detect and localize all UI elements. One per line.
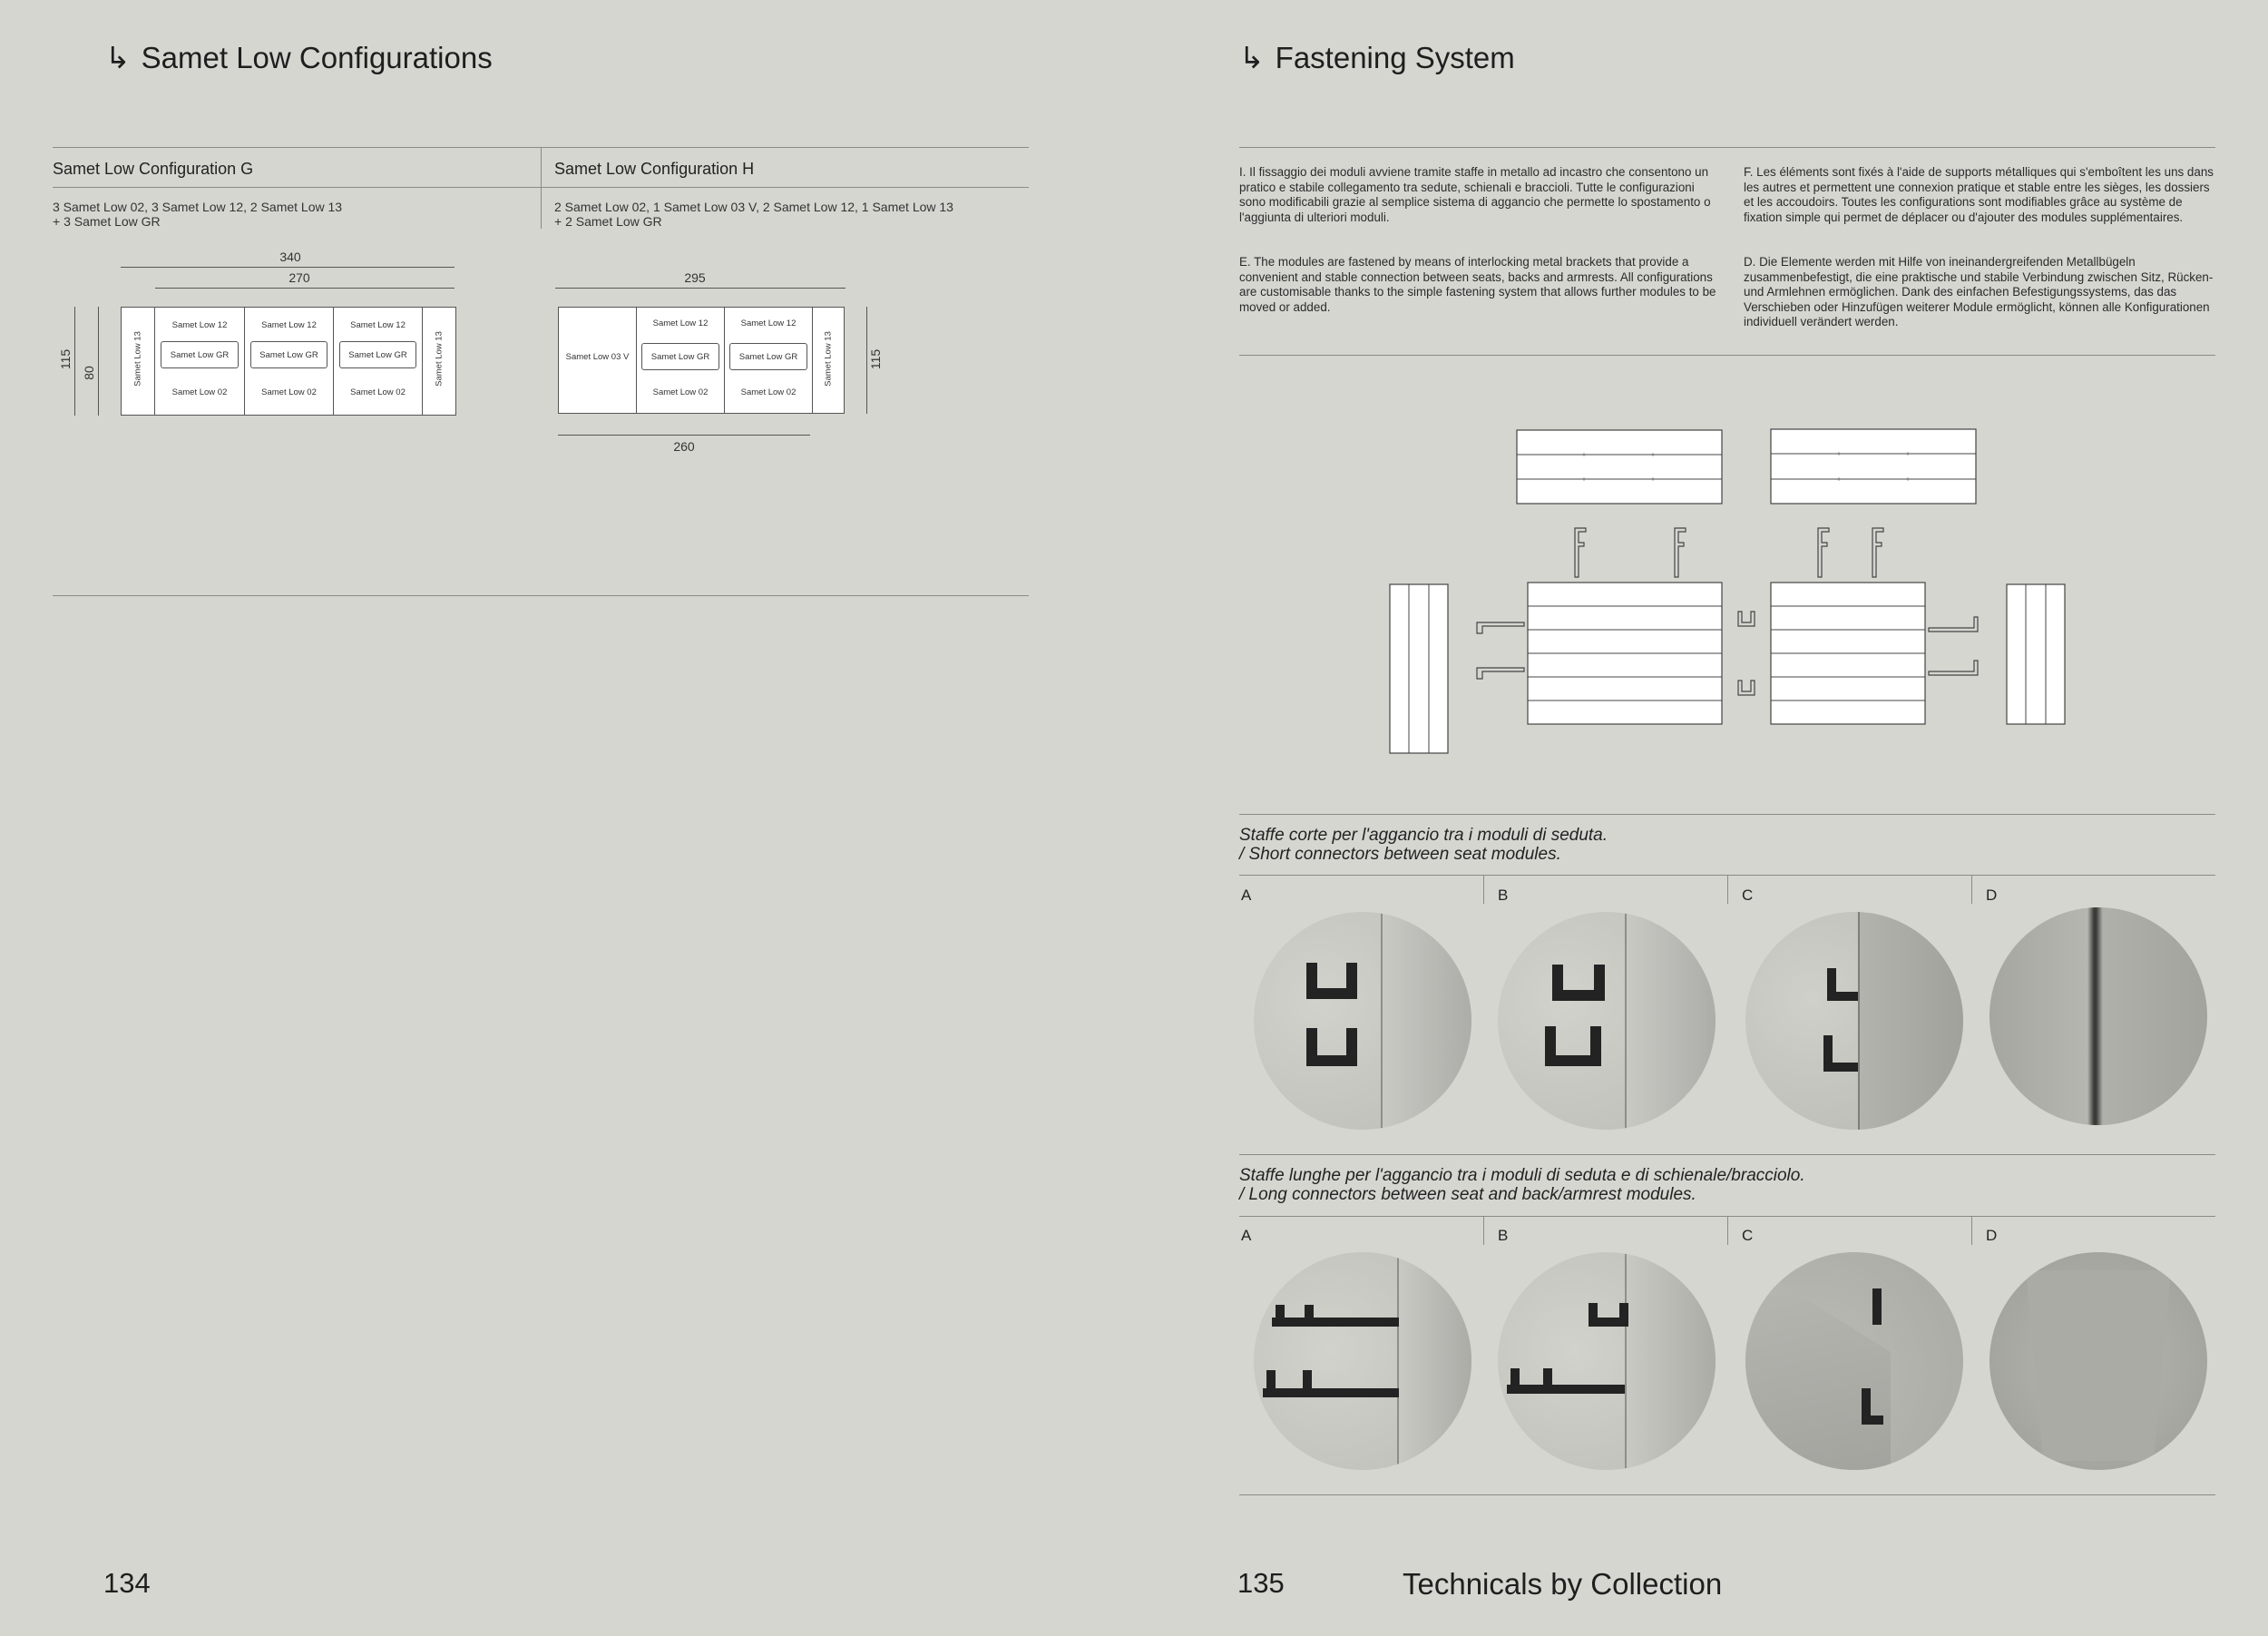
module-label: Samet Low 02: [740, 387, 797, 397]
return-arrow-icon: ↳: [1239, 41, 1265, 74]
back-module-drawing: [1771, 429, 1976, 504]
bracket-photo-shape: [1303, 1370, 1312, 1397]
column-divider: [1483, 875, 1484, 904]
long-bracket-drawing: [1675, 528, 1686, 577]
module-label: Samet Low 12: [261, 320, 317, 330]
module-label: Samet Low 02: [652, 387, 709, 397]
paragraph-english: E. The modules are fastened by means of interlocking metal brackets that provide a convenient and stable connection between seats, backs and armrests. All configurations are customisable thanks to the simple fastening system that allows further modules to be moved or added.: [1239, 255, 1716, 314]
long-bracket-drawing: [1929, 617, 1978, 632]
dimension-label: 270: [288, 270, 310, 285]
return-arrow-icon: ↳: [105, 41, 131, 74]
photo-label-d: D: [1986, 887, 1998, 904]
config-h-description: 2 Samet Low 02, 1 Samet Low 03 V, 2 Samet Low 12, 1 Samet Low 13 + 2 Samet Low GR: [554, 200, 953, 229]
module-label: Samet Low 12: [652, 318, 709, 328]
divider: [1239, 814, 2215, 815]
dimension-line: [155, 288, 455, 289]
photo-long-c: [1745, 1252, 1963, 1470]
photo-short-d: [1989, 907, 2207, 1125]
long-bracket-drawing: [1818, 528, 1829, 577]
long-bracket-drawing: [1477, 668, 1524, 679]
cushion-edge: [1745, 1261, 1891, 1470]
bracket-photo-shape: [1827, 968, 1858, 1001]
config-g-title: Samet Low Configuration G: [53, 160, 254, 178]
column-divider: [1971, 1216, 1972, 1245]
photo-short-a: [1254, 912, 1471, 1130]
cushion-edge: [1625, 912, 1716, 1130]
dimension-label: 260: [673, 439, 695, 454]
bracket-photo-shape: [1507, 1385, 1625, 1394]
armrest-drawing: [1390, 584, 1448, 753]
divider: [1239, 147, 2215, 148]
bracket-photo-shape: [1305, 1305, 1314, 1327]
dimension-label: 115: [868, 348, 883, 370]
divider: [53, 187, 1029, 188]
long-bracket-drawing: [1477, 622, 1524, 633]
short-connectors-caption: Staffe corte per l'aggancio tra i moduli di seduta. / Short connectors between seat modules.: [1239, 826, 1608, 864]
module-label: Samet Low 12: [171, 320, 228, 330]
module-label: Samet Low GR: [348, 350, 407, 360]
section-footer-title: Technicals by Collection: [1403, 1567, 1723, 1601]
bracket-photo-shape: [1589, 1303, 1598, 1327]
bracket-photo-shape: [1276, 1305, 1285, 1327]
left-page-header: [105, 40, 493, 75]
bracket-photo-shape: [1552, 965, 1605, 1001]
page-number-left: 134: [103, 1567, 151, 1599]
right-page-header: [1239, 40, 1515, 75]
bracket-photo-shape: [1872, 1288, 1882, 1325]
module-label: Samet Low GR: [170, 350, 230, 360]
divider: [53, 595, 1029, 596]
photo-short-c: [1745, 912, 1963, 1130]
dimension-label: 115: [58, 348, 73, 370]
cushion-edge: [1858, 912, 1963, 1130]
module-label: Samet Low 13: [132, 331, 143, 387]
module-label: Samet Low 12: [740, 318, 797, 328]
divider: [1239, 1154, 2215, 1155]
dimension-label: 80: [82, 366, 96, 380]
bracket-photo-shape: [1543, 1368, 1552, 1394]
back-module-drawing: [1517, 430, 1722, 504]
module-label: Samet Low 03 V: [565, 352, 630, 362]
bracket-photo-shape: [1272, 1318, 1399, 1327]
bracket-photo-shape: [1862, 1416, 1883, 1425]
fastening-exploded-diagram: [1361, 408, 2087, 771]
paragraph-italian: I. Il fissaggio dei moduli avviene tramite staffe in metallo ad incastro che consentono un pratico e stabile collegamento tra sedute, schienali e braccioli. Tutte le configurazioni sono modificabili grazie al semplice sistema di aggancio che permette lo spostamento o l'aggiunta di ulteriori moduli.: [1239, 165, 1711, 224]
page-number-right: 135: [1237, 1567, 1285, 1599]
photo-label-c: C: [1742, 887, 1754, 904]
dimension-line: [121, 267, 455, 268]
dimension-line: [555, 288, 846, 289]
photo-long-a: [1254, 1252, 1471, 1470]
photo-label-a: A: [1241, 1227, 1252, 1244]
paragraph-french: F. Les éléments sont fixés à l'aide de supports métalliques qui s'emboîtent les uns dans les autres et permettent une connexion pratique et stable entre les sièges, les dossiers et les accoudoirs. Toutes les configurations sont modifiables grâce au système de fixation simple qui permet de déplacer ou d'ajouter des modules supplémentaires.: [1744, 165, 2214, 224]
photo-label-a: A: [1241, 887, 1252, 904]
cushion-edge: [1397, 1252, 1471, 1470]
column-divider: [541, 147, 542, 229]
armrest-drawing: [2007, 584, 2065, 724]
bracket-photo-shape: [1823, 1035, 1858, 1072]
dimension-line: [866, 307, 867, 414]
long-connectors-caption: Staffe lunghe per l'aggancio tra i moduli di seduta e di schienale/bracciolo. / Long connectors between seat and back/armrest modules.: [1239, 1166, 1805, 1204]
long-bracket-drawing: [1575, 528, 1586, 577]
cushion-edge: [2026, 1270, 2171, 1461]
column-divider: [1727, 875, 1728, 904]
module-label: Samet Low GR: [738, 352, 798, 362]
left-header-text: Samet Low Configurations: [141, 41, 493, 74]
photo-label-d: D: [1986, 1227, 1998, 1244]
column-divider: [1483, 1216, 1484, 1245]
bracket-photo-shape: [1263, 1388, 1399, 1397]
long-bracket-drawing: [1929, 661, 1978, 675]
divider: [1239, 1494, 2215, 1495]
photo-label-b: B: [1498, 1227, 1509, 1244]
bracket-photo-shape: [1510, 1368, 1520, 1394]
module-label: Samet Low 13: [434, 331, 445, 387]
module-label: Samet Low GR: [259, 350, 318, 360]
dimension-line: [74, 307, 75, 416]
config-g-description: 3 Samet Low 02, 3 Samet Low 12, 2 Samet Low 13 + 3 Samet Low GR: [53, 200, 343, 229]
dimension-line: [558, 435, 810, 436]
dimension-label: 340: [279, 250, 301, 264]
dimension-line: [98, 307, 99, 416]
paragraph-german: D. Die Elemente werden mit Hilfe von ineinandergreifenden Metallbügeln zusammenbefestigt, die eine praktische und stabile Verbindung zwischen Sitz, Rücken- und Armlehnen ermöglichen. Dank des einfachen Befestigungssystems, das das Verschieben oder Hinzufügen weiterer Module ermöglicht, können alle Konfigurationen individuell verändert werden.: [1744, 255, 2214, 329]
short-bracket-drawing: [1738, 612, 1755, 626]
photo-long-d: [1989, 1252, 2207, 1470]
photo-label-b: B: [1498, 887, 1509, 904]
module-label: Samet Low GR: [650, 352, 710, 362]
dimension-label: 295: [684, 270, 706, 285]
bracket-photo-shape: [1266, 1370, 1276, 1397]
bracket-photo-shape: [1306, 1028, 1357, 1066]
config-h-title: Samet Low Configuration H: [554, 160, 755, 178]
photo-label-c: C: [1742, 1227, 1754, 1244]
module-label: Samet Low 12: [350, 320, 406, 330]
column-divider: [1971, 875, 1972, 904]
module-label: Samet Low 02: [171, 387, 228, 397]
photo-short-b: [1498, 912, 1716, 1130]
photo-long-b: [1498, 1252, 1716, 1470]
right-header-text: Fastening System: [1275, 41, 1515, 74]
bracket-photo-shape: [1619, 1303, 1628, 1327]
cushion-edge: [1625, 1252, 1716, 1470]
module-label: Samet Low 13: [823, 331, 834, 387]
divider: [1239, 355, 2215, 356]
column-divider: [1727, 1216, 1728, 1245]
module-label: Samet Low 02: [350, 387, 406, 397]
short-bracket-drawing: [1738, 681, 1755, 695]
cushion-edge: [1381, 912, 1471, 1130]
bracket-photo-shape: [1545, 1026, 1601, 1066]
module-label: Samet Low 02: [261, 387, 317, 397]
long-bracket-drawing: [1872, 528, 1883, 577]
bracket-photo-shape: [1306, 963, 1357, 999]
